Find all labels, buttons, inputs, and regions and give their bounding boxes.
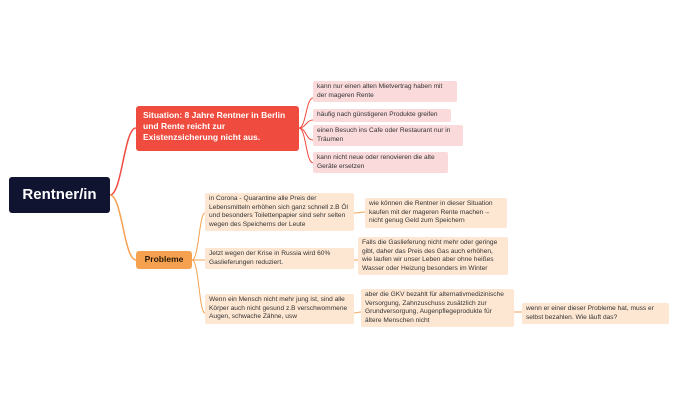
probleme-subnote-3[interactable]: wenn er einer dieser Probleme hat, muss er selbst bezahlen. Wie läuft das? [522, 303, 669, 324]
probleme-item-1[interactable]: in Corona - Quarantine alle Preis der Lebensmitteln erhöhen sich ganz schnell z.B Öl und besonders Toilettenpapier sind sehr selten wegen des Speicherns der Leute [205, 193, 354, 231]
probleme-item-3[interactable]: Wenn ein Mensch nicht mehr jung ist, sind alle Körper auch nicht gesund z.B verschwommene Augen, schwache Zähne, usw [205, 294, 354, 324]
probleme-note-2[interactable]: Falls die Gaslieferung nicht mehr oder geringe gibt, daher das Preis des Gas auch erhöhen, wie laufen wir unser Leben aber ohne heißes Wasser oder Heizung besonders im Winter [358, 237, 508, 275]
root-node[interactable]: Rentner/in [9, 177, 110, 213]
probleme-item-2[interactable]: Jetzt wegen der Krise in Russia wird 60% Gaslieferungen reduziert. [205, 248, 354, 269]
situation-child-1[interactable]: kann nur einen alten Mietvertrag haben mit der mageren Rente [313, 81, 457, 102]
probleme-note-3[interactable]: aber die GKV bezahlt für alternativmedizinische Versorgung, Zahnzuschuss zusätzlich zur Grundversorgung, Augenpflegeprodukte für ältere Menschen nicht [361, 289, 514, 327]
situation-child-3[interactable]: einen Besuch ins Cafe oder Restaurant nur in Träumen [313, 125, 463, 146]
situation-child-4[interactable]: kann nicht neue oder renovieren die alte Geräte ersetzen [313, 152, 448, 173]
probleme-note-1[interactable]: wie können die Rentner in dieser Situation kaufen mit der mageren Rente machen→ nicht genug Geld zum Speichern [365, 198, 507, 228]
situation-node[interactable]: Situation: 8 Jahre Rentner in Berlin und Rente reicht zur Existenzsicherung nicht aus. [136, 106, 299, 151]
situation-child-2[interactable]: häufig nach günstigeren Produkte greifen [313, 109, 451, 122]
probleme-node[interactable]: Probleme [136, 251, 192, 269]
